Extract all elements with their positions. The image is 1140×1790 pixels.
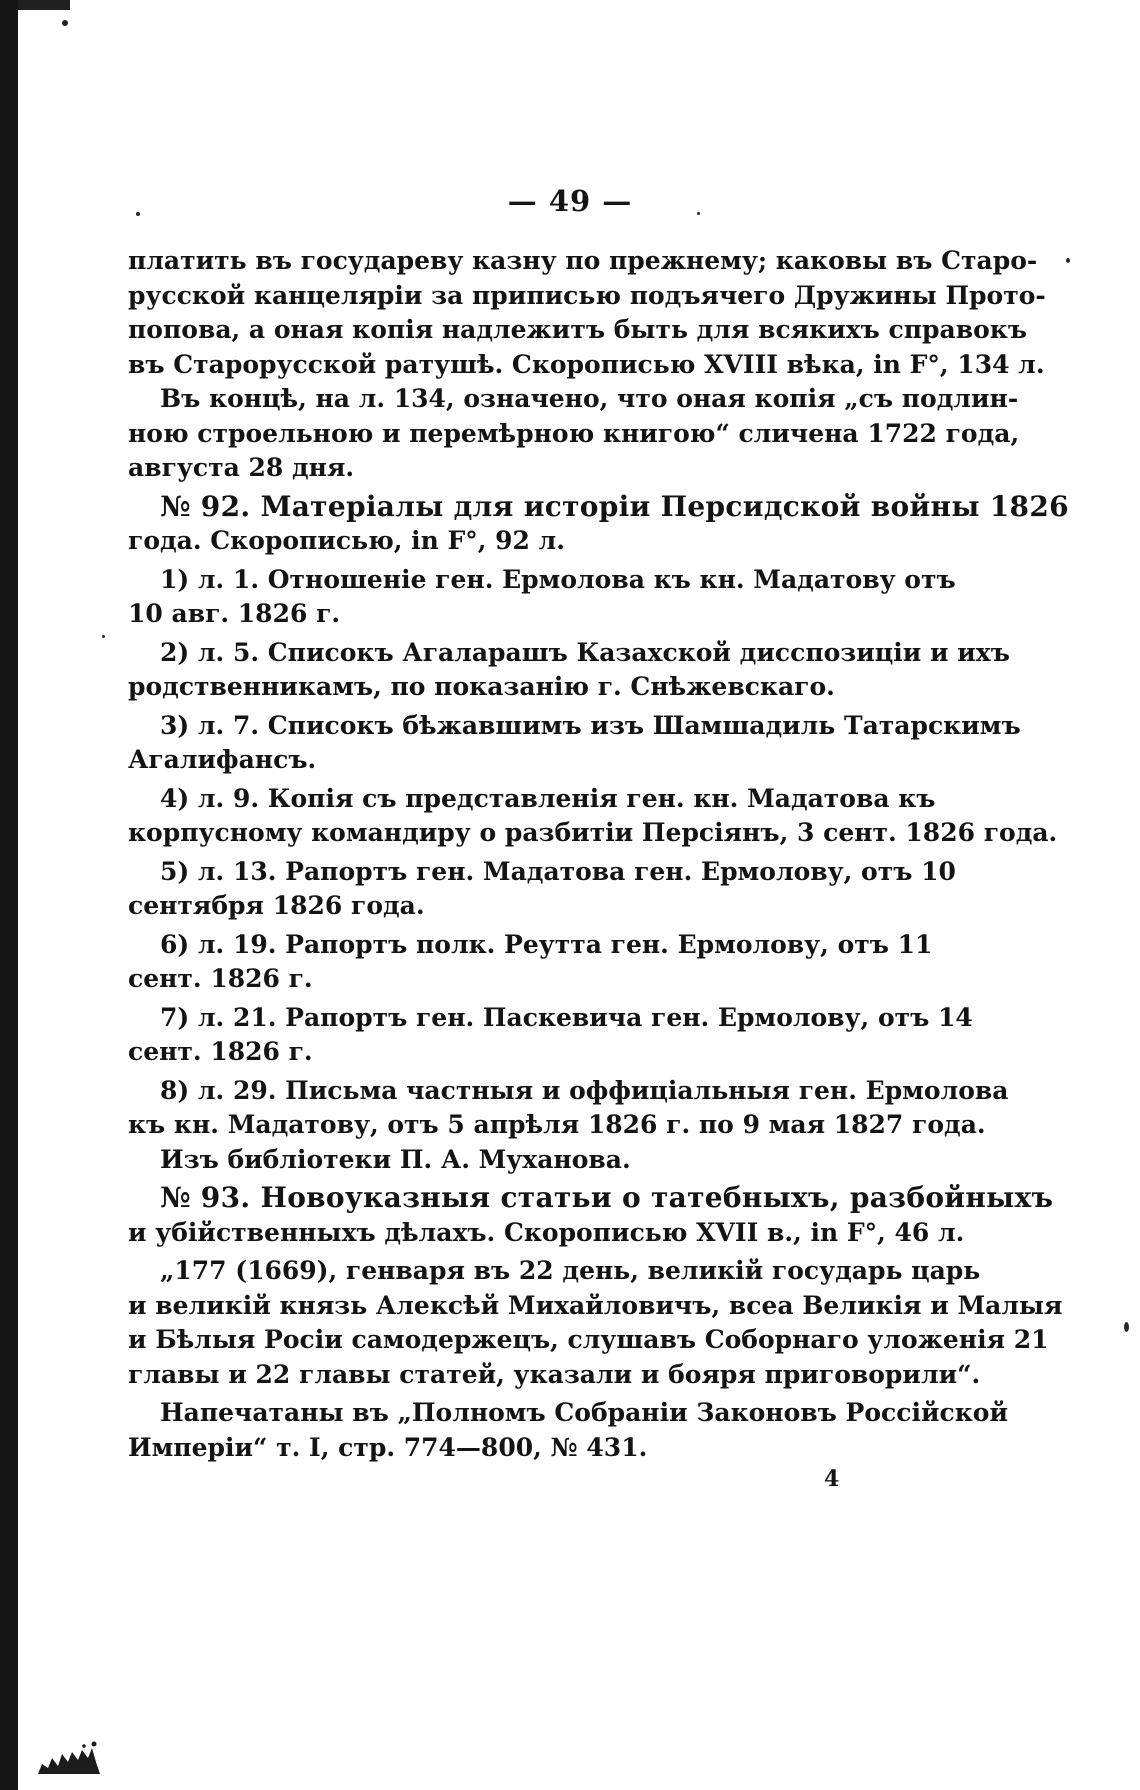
list-item: 2) л. 5. Списокъ Агаларашъ Казахской дисспозиціи и ихъ (160, 637, 1010, 667)
entry-heading: № 92. Матеріалы для исторіи Персидской войны 1826 (160, 489, 1069, 523)
quote-line: главы и 22 главы статей, указали и бояря приговорили“. (128, 1359, 981, 1389)
quote-line: и Бѣлыя Росіи самодержецъ, слушавъ Соборнаго уложенія 21 (128, 1325, 1049, 1354)
text-line: сент. 1826 г. (128, 964, 313, 993)
text-line: Имперіи“ т. I, стр. 774—800, № 431. (128, 1432, 648, 1462)
text-line: года. Скорописью, in F°, 92 л. (128, 526, 565, 555)
list-item: 6) л. 19. Рапортъ полк. Реутта ген. Ермолову, отъ 11 (160, 929, 933, 959)
list-item: 8) л. 29. Письма частныя и оффиціальныя ген. Ермолова (160, 1075, 1009, 1105)
text-line: сент. 1826 г. (128, 1037, 313, 1066)
page-number: — 49 — (507, 184, 633, 218)
text-line: Въ концѣ, на л. 134, означено, что оная копія „съ подлин- (160, 384, 1019, 413)
text-line: родственникамъ, по показанію г. Снѣжевскаго. (128, 672, 835, 701)
entry-heading: № 93. Новоуказныя статьи о татебныхъ, разбойныхъ (160, 1181, 1054, 1214)
list-item: 1) л. 1. Отношеніе ген. Ермолова къ кн. Мадатову отъ (160, 564, 956, 594)
scan-speck (1066, 258, 1070, 263)
text-line: и убійственныхъ дѣлахъ. Скорописью XVII в., in F°, 46 л. (128, 1217, 965, 1247)
text-line: попова, а оная копія надлежитъ быть для всякихъ справокъ (128, 315, 1027, 344)
text-line: 10 авг. 1826 г. (128, 599, 341, 628)
list-item: 5) л. 13. Рапортъ ген. Мадатова ген. Ермолову, отъ 10 (160, 856, 956, 886)
quote-line: и великій князь Алексѣй Михайловичъ, всеа Великія и Малыя (128, 1290, 1063, 1320)
text-line: къ кн. Мадатову, отъ 5 апрѣля 1826 г. по 9 мая 1827 года. (128, 1110, 986, 1139)
text-line: Напечатаны въ „Полномъ Собраніи Законовъ Россійской (160, 1398, 1008, 1427)
scan-edge-shadow (0, 0, 18, 1790)
list-item: 3) л. 7. Списокъ бѣжавшимъ изъ Шамшадиль Татарскимъ (160, 710, 1021, 740)
text-line: ною строельною и перемѣрною книгою“ сличена 1722 года, (128, 418, 1020, 448)
text-line: русской канцеляріи за приписью подъячего Дружины Прото- (128, 280, 1046, 310)
scan-speck (102, 635, 105, 638)
text-line: сентября 1826 года. (128, 891, 425, 920)
list-item: 4) л. 9. Копія съ представленія ген. кн. Мадатова къ (160, 783, 936, 813)
text-line: въ Старорусской ратушѣ. Скорописью XVIII вѣка, in F°, 134 л. (128, 349, 1045, 379)
list-item: 7) л. 21. Рапортъ ген. Паскевича ген. Ермолову, отъ 14 (160, 1002, 973, 1032)
scan-speck (1124, 1322, 1129, 1332)
quote-line: „177 (1669), генваря въ 22 день, великій государь царь (160, 1256, 981, 1285)
scan-edge-notch (18, 0, 70, 10)
text-line: августа 28 дня. (128, 453, 355, 482)
text-line: Изъ библіотеки П. А. Муханова. (160, 1144, 631, 1174)
signature-mark: 4 (824, 1466, 840, 1492)
text-line: корпусному командиру о разбитіи Персіянъ, 3 сент. 1826 года. (128, 818, 1058, 847)
text-line: Агалифансъ. (128, 745, 317, 774)
text-line: платить въ государеву казну по прежнему; каковы въ Старо- (128, 246, 1038, 275)
scan-edge-dot (62, 20, 68, 26)
page-body-text (128, 244, 1069, 1465)
scan-blot (36, 1740, 102, 1776)
